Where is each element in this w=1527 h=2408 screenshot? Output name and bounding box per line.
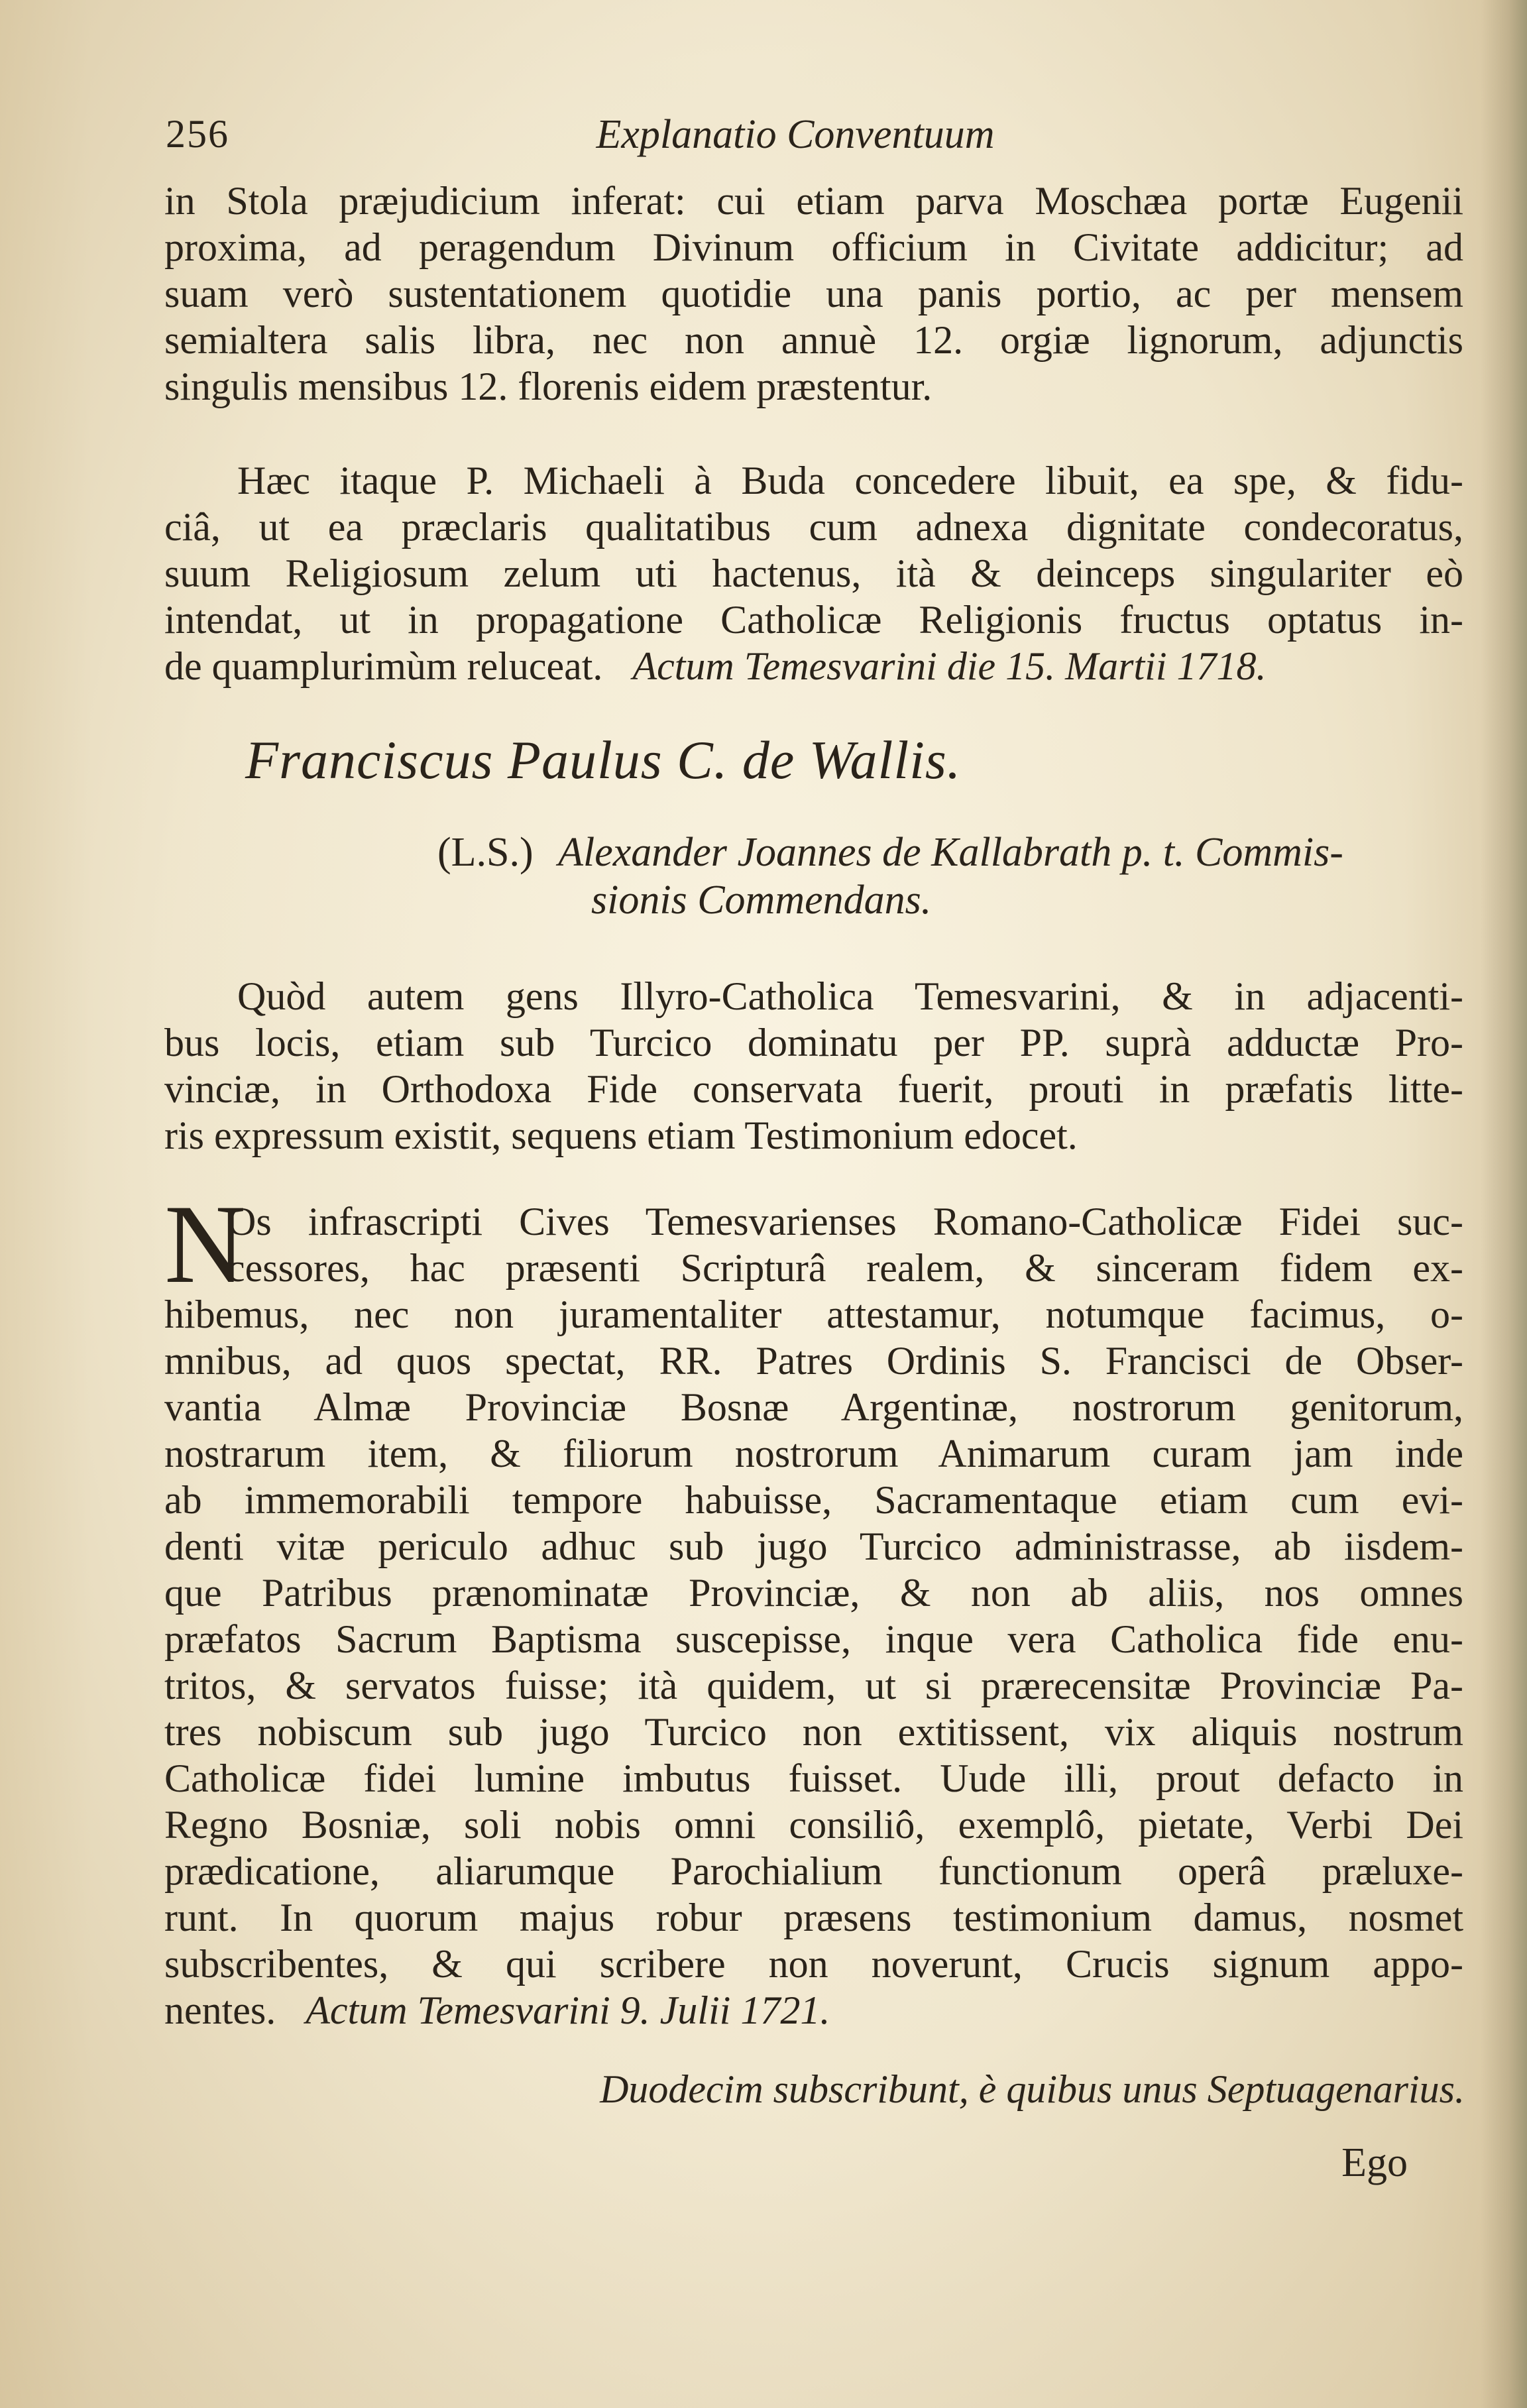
text-line: que Patribus prænominatæ Provinciæ, & non ab aliis, nos omnes (164, 1571, 1463, 1615)
text-line: nostrarum item, & filiorum nostrorum Animarum curam jam inde (164, 1432, 1463, 1475)
commissioner-name: Alexander Joannes de Kallabrath p. t. Commis- (558, 830, 1343, 875)
commissioner-title: sionis Commendans. (591, 878, 932, 923)
text-line: semialtera salis libra, nec non annuè 12. orgiæ lignorum, adjunctis (164, 318, 1463, 362)
text-line: præfatos Sacrum Baptisma suscepisse, inque vera Catholica fide enu- (164, 1617, 1463, 1661)
text-line: runt. In quorum majus robur præsens testimonium damus, nosmet (164, 1896, 1463, 1939)
text-line: ris expressum existit, sequens etiam Testimonium edocet. (164, 1114, 1078, 1157)
paragraph-3 (164, 973, 1463, 1159)
text-line: suum Religiosum zelum uti hactenus, ità & deinceps singulariter eò (164, 551, 1463, 595)
signatory-name: Franciscus Paulus C. de Wallis. (245, 730, 962, 790)
text-line: suam verò sustentationem quotidie una panis portio, ac per mensem (164, 272, 1463, 315)
paragraph-1 (164, 178, 1463, 410)
text-line: intendat, ut in propagatione Catholicæ Religionis fructus optatus in- (164, 598, 1463, 642)
text-line: Hæc itaque P. Michaeli à Buda concedere libuit, ea spe, & fidu- (237, 459, 1463, 502)
text-line: Os infrascripti Cives Temesvarienses Romano-Catholicæ Fidei suc- (227, 1200, 1463, 1243)
text-line: cessores, hac præsenti Scripturâ realem, & sinceram fidem ex- (227, 1246, 1463, 1290)
text-line: singulis mensibus 12. florenis eidem præstentur. (164, 365, 933, 408)
running-head (166, 111, 1359, 171)
text-line: tres nobiscum sub jugo Turcico non extitissent, vix aliquis nostrum (164, 1710, 1463, 1754)
text-line: hibemus, nec non juramentaliter attestamur, notumque facimus, o- (164, 1292, 1463, 1336)
paragraph-2 (164, 457, 1463, 689)
text-line: tritos, & servatos fuisse; ità quidem, ut si prærecensitæ Provinciæ Pa- (164, 1664, 1463, 1707)
text-line: ciâ, ut ea præclaris qualitatibus cum adnexa dignitate condecoratus, (164, 505, 1463, 549)
text-line: Catholicæ fidei lumine imbutus fuisset. Uude illi, prout defacto in (164, 1756, 1463, 1800)
catchword: Ego (1341, 2140, 1408, 2185)
closing-note: Duodecim subscribunt, è quibus unus Septuagenarius. (600, 2067, 1465, 2111)
testimony-paragraph (164, 1182, 1463, 2034)
page-number: 256 (166, 112, 229, 156)
testimony-text (164, 1198, 1463, 2034)
date-italic: Actum Temesvarini die 15. Martii 1718. (632, 644, 1267, 688)
text-run: de quamplurimùm reluceat. (164, 644, 603, 688)
text-line: Regno Bosniæ, soli nobis omni consiliô, exemplô, pietate, Verbi Dei (164, 1803, 1463, 1847)
seal-mark: (L.S.) (437, 830, 534, 875)
text-line: Quòd autem gens Illyro-Catholica Temesvarini, & in adjacenti- (237, 974, 1463, 1018)
text-line: denti vitæ periculo adhuc sub jugo Turcico administrasse, ab iisdem- (164, 1524, 1463, 1568)
drop-cap: N (164, 1182, 246, 1306)
text-line: proxima, ad peragendum Divinum officium in Civitate addicitur; ad (164, 225, 1463, 269)
text-line: in Stola præjudicium inferat: cui etiam parva Moschæa portæ Eugenii (164, 179, 1463, 223)
commissioner-block (437, 829, 1471, 924)
text-line: ab immemorabili tempore habuisse, Sacramentaque etiam cum evi- (164, 1478, 1463, 1522)
text-line-last (164, 1987, 1463, 2034)
text-line: prædicatione, aliarumque Parochialium functionum operâ præluxe- (164, 1849, 1463, 1893)
running-title: Explanatio Conventuum (596, 112, 995, 157)
text-line: bus locis, etiam sub Turcico dominatu per PP. suprà adductæ Pro- (164, 1021, 1463, 1064)
text-line: subscribentes, & qui scribere non noverunt, Crucis signum appo- (164, 1942, 1463, 1986)
text-run: nentes. (164, 1988, 276, 2032)
text-line: vantia Almæ Provinciæ Bosnæ Argentinæ, nostrorum genitorum, (164, 1385, 1463, 1429)
text-line: vinciæ, in Orthodoxa Fide conservata fuerit, prouti in præfatis litte- (164, 1067, 1463, 1111)
date-italic: Actum Temesvarini 9. Julii 1721. (306, 1988, 830, 2032)
text-line: mnibus, ad quos spectat, RR. Patres Ordinis S. Francisci de Obser- (164, 1339, 1463, 1383)
page-edge-shadow (1481, 0, 1527, 2408)
text-line-last (164, 643, 1463, 689)
commissioner-line-1 (437, 829, 1471, 876)
